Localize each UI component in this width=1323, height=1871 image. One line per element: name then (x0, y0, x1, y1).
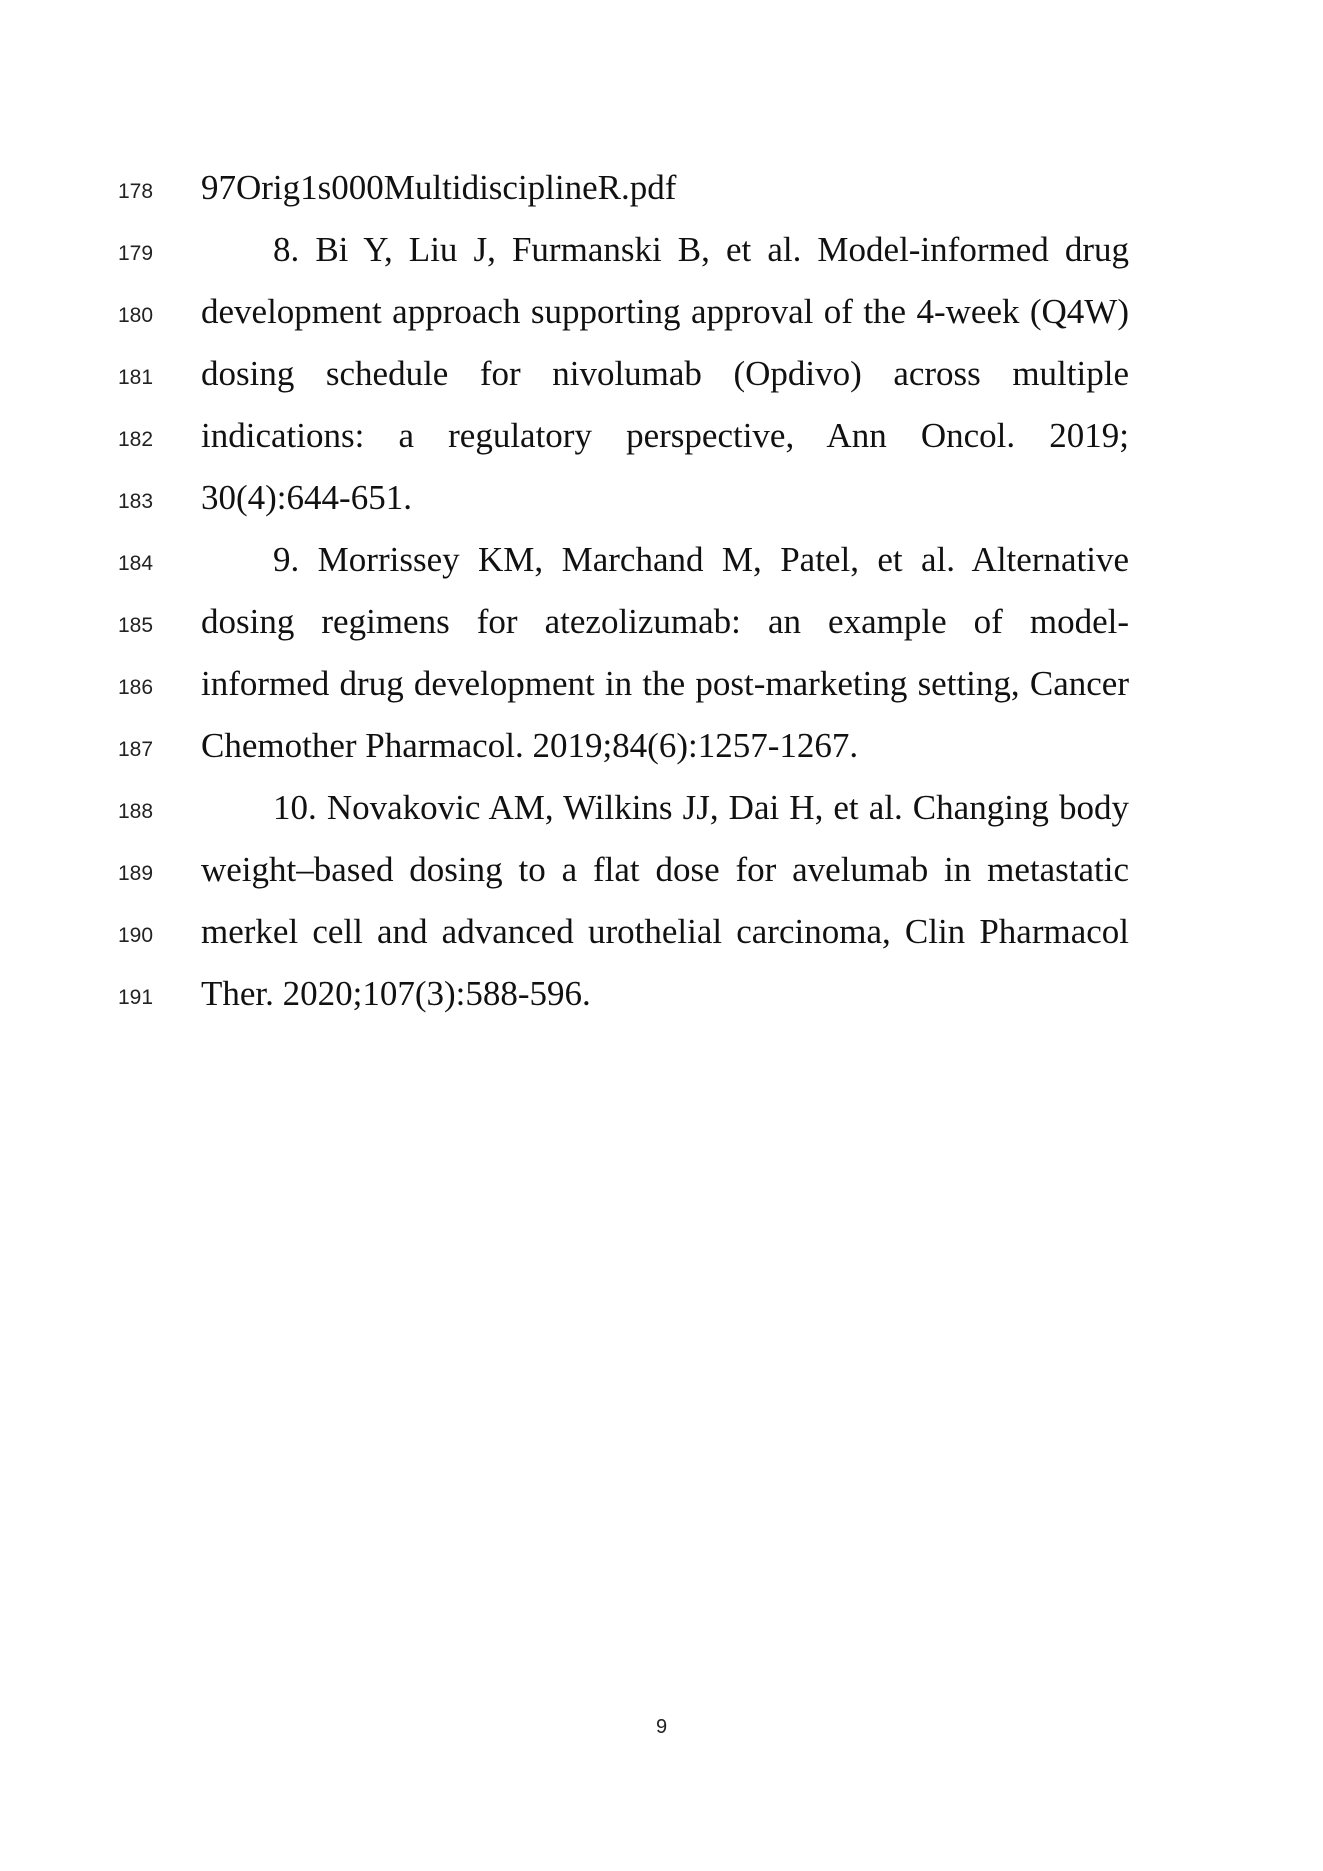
line-178 (0, 166, 1323, 228)
line-number: 185 (118, 614, 154, 637)
line-text: dosing schedule for nivolumab (Opdivo) across multiple (201, 354, 1129, 393)
line-number: 191 (118, 986, 154, 1009)
line-text: 10. Novakovic AM, Wilkins JJ, Dai H, et al. Changing body (273, 788, 1129, 827)
line-text: merkel cell and advanced urothelial carcinoma, Clin Pharmacol (201, 912, 1129, 951)
line-190 (0, 910, 1323, 972)
line-text: informed drug development in the post-marketing setting, Cancer (201, 664, 1129, 703)
page-number: 9 (655, 1716, 668, 1738)
line-text: 8. Bi Y, Liu J, Furmanski B, et al. Model-informed drug (273, 230, 1129, 269)
line-number: 179 (118, 242, 154, 265)
line-number: 190 (118, 924, 154, 947)
line-number: 178 (118, 180, 154, 203)
line-text: 30(4):644-651. (201, 478, 412, 517)
line-179 (0, 228, 1323, 290)
line-text: Chemother Pharmacol. 2019;84(6):1257-1267. (201, 726, 859, 765)
line-number: 180 (118, 304, 154, 327)
line-text: dosing regimens for atezolizumab: an example of model- (201, 602, 1129, 641)
line-text: indications: a regulatory perspective, Ann Oncol. 2019; (201, 416, 1129, 455)
line-number: 184 (118, 552, 154, 575)
line-182 (0, 414, 1323, 476)
line-183 (0, 476, 1323, 538)
line-text: development approach supporting approval of the 4-week (Q4W) (201, 292, 1129, 331)
line-text: 97Orig1s000MultidisciplineR.pdf (201, 168, 677, 207)
line-text: weight–based dosing to a flat dose for avelumab in metastatic (201, 850, 1129, 889)
line-number: 188 (118, 800, 154, 823)
line-number: 189 (118, 862, 154, 885)
line-number: 181 (118, 366, 154, 389)
line-188 (0, 786, 1323, 848)
line-number: 187 (118, 738, 154, 761)
line-text: 9. Morrissey KM, Marchand M, Patel, et al. Alternative (273, 540, 1129, 579)
line-number: 183 (118, 490, 154, 513)
line-186 (0, 662, 1323, 724)
line-189 (0, 848, 1323, 910)
line-number: 186 (118, 676, 154, 699)
line-191 (0, 972, 1323, 1034)
line-184 (0, 538, 1323, 600)
line-text: Ther. 2020;107(3):588-596. (201, 974, 591, 1013)
line-185 (0, 600, 1323, 662)
line-181 (0, 352, 1323, 414)
line-187 (0, 724, 1323, 786)
line-180 (0, 290, 1323, 352)
line-number: 182 (118, 428, 154, 451)
